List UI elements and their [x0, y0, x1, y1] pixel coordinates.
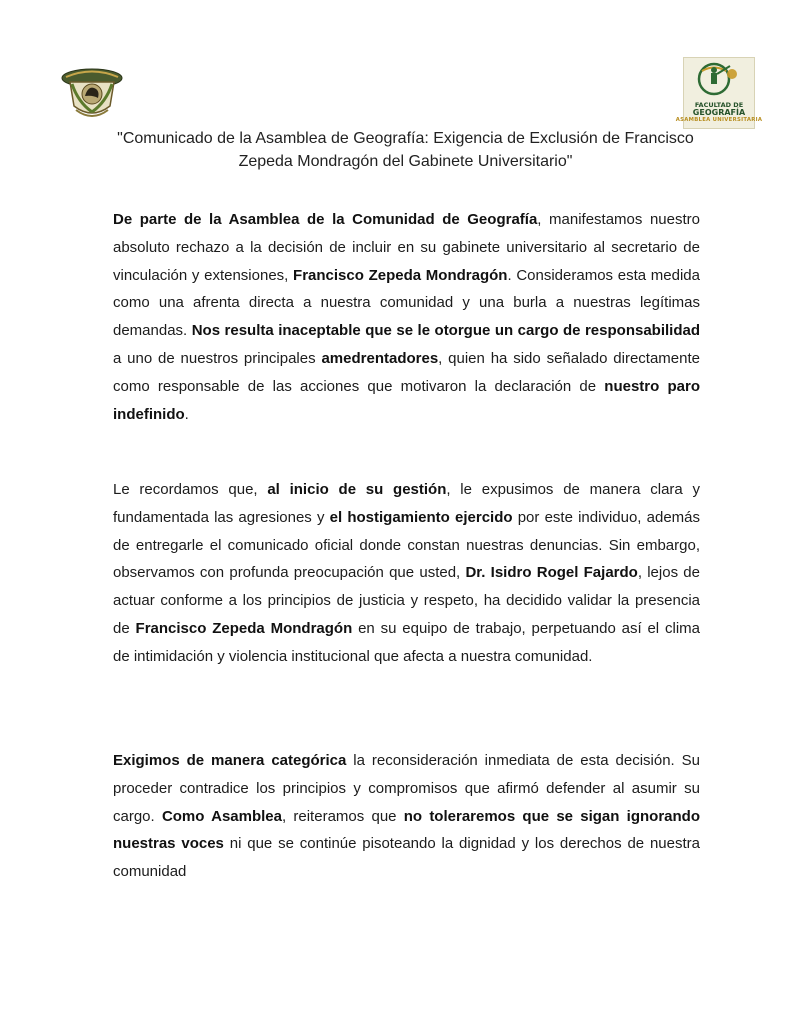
- p3-bold-1: Exigimos de manera categórica: [113, 752, 347, 769]
- p1-text-3: a uno de nuestros principales: [113, 349, 322, 367]
- p1-text-2: . Consideramos esta medida como una afrenta directa a nuestra comunidad y una burla a nuestras legítimas demandas.: [113, 266, 700, 340]
- asamblea-geografia-logo-icon: [675, 57, 763, 129]
- document-title: [100, 127, 711, 173]
- p2-text-3: por este individuo, además de entregarle el comunicado oficial donde constan nuestras denuncias. Sin embargo, observamos con profunda preocupación que usted,: [113, 508, 701, 582]
- logo-line-2: GEOGRAFÍA: [692, 107, 746, 117]
- p3-bold-3: no toleraremos que se sigan ignorando nuestras voces: [113, 807, 700, 853]
- p2-text-4: , lejos de actuar conforme a los principios de justicia y respeto, ha decidido validar la presencia de: [113, 564, 700, 637]
- p3-text-3: ni que se continúe pisoteando la dignidad y los derechos de nuestra comunidad: [113, 835, 700, 881]
- title-line-1: "Comunicado de la Asamblea de Geografía: Exigencia de Exclusión de Francisco: [117, 130, 694, 147]
- p1-bold-2: Francisco Zepeda Mondragón: [293, 266, 508, 284]
- logo-line-1: FACULTAD DE: [694, 101, 744, 110]
- paragraph-1: [113, 206, 700, 428]
- p1-text-4: , quien ha sido señalado directamente como responsable de las acciones que motivaron la declaración de: [113, 349, 700, 395]
- p3-text-2: , reiteramos que: [281, 807, 404, 825]
- p1-text-5: .: [184, 405, 189, 423]
- p1-bold-1: De parte de la Asamblea de la Comunidad de Geografía: [113, 211, 538, 228]
- logo-line-3: ASAMBLEA UNIVERSITARIA: [675, 116, 763, 123]
- p2-bold-4: Francisco Zepeda Mondragón: [135, 619, 353, 637]
- p1-bold-4: amedrentadores: [321, 349, 439, 367]
- p1-bold-5: nuestro paro indefinido: [113, 377, 700, 423]
- p1-text-1: , manifestamos nuestro absoluto rechazo a la decisión de incluir en su gabinete universitario al secretario de vinculación y extensiones,: [113, 211, 700, 284]
- p3-text-1: la reconsideración inmediata de esta decisión. Su proceder contradice los principios y compromisos que afirmó defender al asumir su cargo.: [113, 752, 700, 825]
- p2-bold-3: Dr. Isidro Rogel Fajardo: [465, 564, 638, 582]
- p2-bold-1: al inicio de su gestión: [267, 481, 447, 498]
- paragraph-2: [113, 476, 700, 671]
- title-line-2: Zepeda Mondragón del Gabinete Universitario": [238, 153, 573, 170]
- p2-bold-2: el hostigamiento ejercido: [329, 508, 513, 526]
- p3-bold-2: Como Asamblea: [161, 807, 282, 825]
- p1-bold-3: Nos resulta inaceptable que se le otorgue un cargo de responsabilidad: [191, 322, 700, 340]
- university-crest-icon: [58, 62, 126, 122]
- p2-text-1: Le recordamos que,: [113, 481, 268, 498]
- p2-text-5: en su equipo de trabajo, perpetuando así el clima de intimidación y violencia institucional que afecta a nuestra comunidad.: [113, 619, 700, 665]
- paragraph-3: [113, 747, 700, 886]
- p2-text-2: , le expusimos de manera clara y fundamentada las agresiones y: [113, 481, 701, 526]
